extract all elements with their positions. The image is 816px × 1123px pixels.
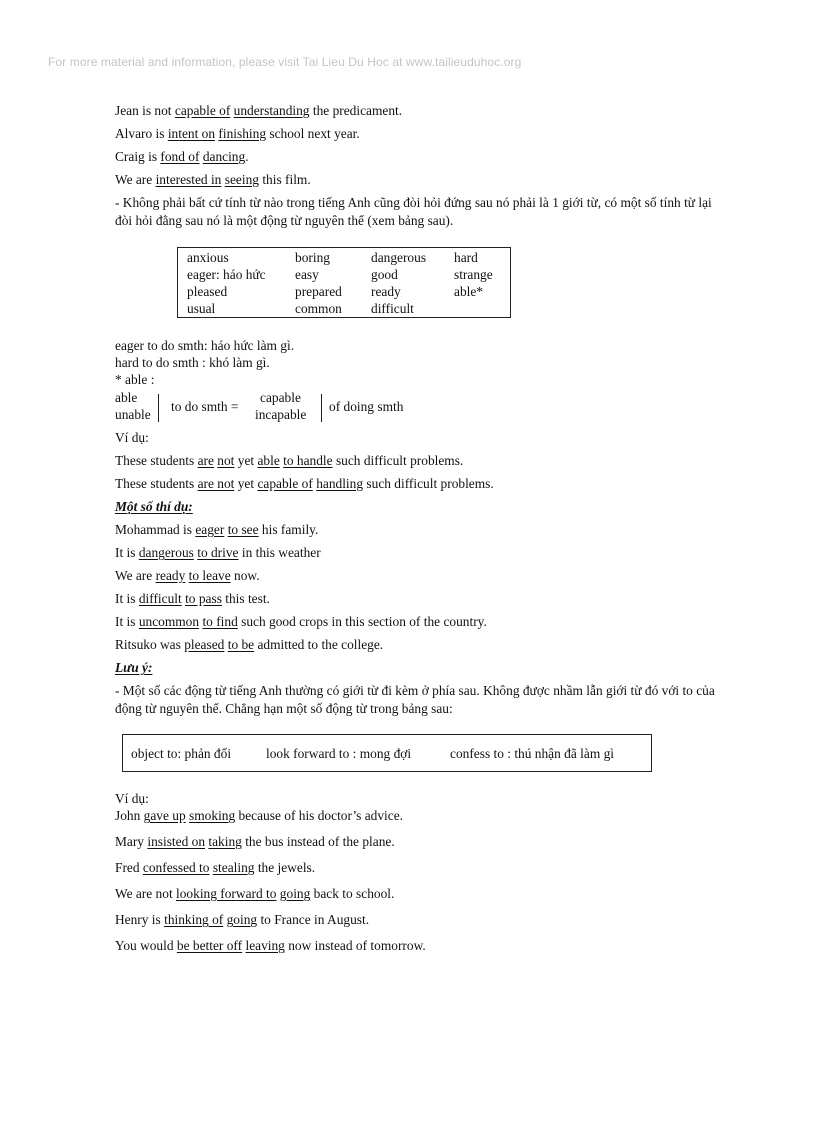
text-segment: It is [115, 614, 139, 629]
underlined-phrase: uncommon [138, 614, 200, 629]
formula-bracket [321, 394, 322, 422]
text-segment: Alvaro is [115, 126, 168, 141]
table-cell: hard [454, 250, 478, 265]
text-segment: because of his doctor’s advice. [235, 808, 404, 823]
text-segment: the predicament. [309, 103, 403, 118]
text-segment: Mohammad is [115, 522, 196, 537]
underlined-phrase: dancing [202, 149, 246, 164]
example-line [115, 126, 360, 142]
text-segment: Henry is [115, 912, 165, 927]
text-segment: admitted to the college. [254, 637, 384, 652]
formula-bracket [158, 394, 159, 422]
example-line [115, 637, 383, 653]
example-line [115, 476, 494, 492]
text-segment: such difficult problems. [332, 453, 464, 468]
example-line [115, 614, 487, 630]
example-line [115, 172, 311, 188]
underlined-phrase: intent on [167, 126, 216, 141]
text-segment: Craig is [115, 149, 161, 164]
underlined-phrase: be better off [176, 938, 243, 953]
underlined-phrase: stealing [212, 860, 255, 875]
example-line [115, 808, 403, 824]
table-cell: confess to : thú nhận đã làm gì [450, 746, 615, 761]
verb-table [122, 734, 652, 772]
table-cell: object to: phản đối [131, 746, 232, 761]
underlined-phrase: are [197, 453, 214, 468]
example-line [115, 545, 321, 561]
text-segment: such difficult problems. [363, 476, 494, 491]
underlined-phrase: thinking of [164, 912, 224, 927]
example-line [115, 522, 318, 538]
underlined-phrase: able [257, 453, 280, 468]
example-line [115, 886, 394, 902]
underlined-phrase: looking forward to [176, 886, 277, 901]
formula-capable: capable [260, 390, 301, 405]
text-segment: this film. [258, 172, 311, 187]
formula-incapable: incapable [255, 407, 307, 422]
example-line [115, 149, 249, 165]
underlined-phrase: to see [227, 522, 259, 537]
formula-end: of doing smth [329, 399, 404, 414]
table-cell: strange [454, 267, 493, 282]
adjective-table [177, 247, 511, 318]
table-cell: anxious [187, 250, 229, 265]
underlined-phrase: capable of [174, 103, 231, 118]
text-segment: Jean is not [115, 103, 175, 118]
formula-able: able [115, 390, 138, 405]
text-segment: Ritsuko was [115, 637, 185, 652]
underlined-phrase: not [217, 453, 235, 468]
table-cell: look forward to : mong đợi [266, 746, 412, 761]
text-segment: the jewels. [254, 860, 316, 875]
text-segment: this test. [221, 591, 270, 606]
table-cell: boring [295, 250, 330, 265]
example-line [115, 453, 463, 469]
underlined-phrase: to drive [197, 545, 239, 560]
underlined-phrase: fond of [160, 149, 200, 164]
underlined-phrase: finishing [218, 126, 267, 141]
underlined-phrase: taking [208, 834, 242, 849]
underlined-phrase: to find [202, 614, 238, 629]
text-segment: school next year. [266, 126, 360, 141]
text-segment: now instead of tomorrow. [284, 938, 426, 953]
underlined-phrase: are not [197, 476, 235, 491]
text-segment: yet [234, 453, 258, 468]
underlined-phrase: ready [155, 568, 186, 583]
text-segment: . [245, 149, 249, 164]
note-paragraph: - Không phải bất cứ tính từ nào trong tiếng Anh cũng đòi hỏi đứng sau nó phải là 1 giới từ, có một số tính từ lại đòi hỏi đằng sau nó là một động từ nguyên thể (xem bảng sau). [115, 195, 712, 228]
text-segment: Mary [115, 834, 148, 849]
section-heading: Lưu ý: [115, 660, 153, 675]
text-segment: the bus instead of the plane. [241, 834, 395, 849]
example-line [115, 834, 395, 850]
text-segment: It is [115, 545, 139, 560]
table-cell: ready [371, 284, 401, 299]
note-paragraph: - Một số các động từ tiếng Anh thường có giới từ đi kèm ở phía sau. Không được nhầm lẫn giới từ đó với to của động từ nguyên thể. Chẳng hạn một số động từ trong bảng sau: [115, 683, 715, 716]
text-segment: These students [115, 476, 198, 491]
underlined-phrase: leaving [245, 938, 285, 953]
underlined-phrase: going [279, 886, 311, 901]
vi-du-label: Ví dụ: [115, 791, 149, 806]
text-segment: to France in August. [257, 912, 370, 927]
text-segment: Fred [115, 860, 143, 875]
example-line [115, 103, 402, 119]
example-line [115, 912, 369, 928]
example-line [115, 568, 260, 584]
table-cell: difficult [371, 301, 414, 316]
underlined-phrase: interested in [155, 172, 222, 187]
underlined-phrase: capable of [257, 476, 313, 491]
formula-middle: to do smth = [171, 399, 239, 414]
watermark: For more material and information, please visit Tai Lieu Du Hoc at www.tailieuduhoc.org [48, 55, 522, 69]
note-eager: eager to do smth: háo hức làm gì. [115, 338, 295, 353]
underlined-phrase: insisted on [147, 834, 206, 849]
underlined-phrase: eager [195, 522, 225, 537]
underlined-phrase: to pass [185, 591, 222, 606]
table-cell: usual [187, 301, 216, 316]
text-segment: back to school. [310, 886, 395, 901]
text-segment: John [115, 808, 144, 823]
text-segment: such good crops in this section of the country. [237, 614, 487, 629]
underlined-phrase: confessed to [142, 860, 210, 875]
text-segment: yet [234, 476, 258, 491]
formula-unable: unable [115, 407, 151, 422]
note-able: * able : [115, 372, 155, 387]
example-line [115, 591, 270, 607]
text-segment: We are not [115, 886, 177, 901]
text-segment: It is [115, 591, 139, 606]
underlined-phrase: handling [316, 476, 364, 491]
table-cell: pleased [187, 284, 228, 299]
text-segment: We are [115, 172, 156, 187]
table-cell: dangerous [371, 250, 427, 265]
table-cell: prepared [295, 284, 342, 299]
text-segment: his family. [258, 522, 319, 537]
table-cell: common [295, 301, 342, 316]
underlined-phrase: dangerous [138, 545, 194, 560]
section-heading: Một số thí dụ: [115, 499, 193, 514]
text-segment: We are [115, 568, 156, 583]
table-cell: able* [454, 284, 483, 299]
text-segment: in this weather [238, 545, 321, 560]
underlined-phrase: difficult [138, 591, 182, 606]
underlined-phrase: smoking [189, 808, 236, 823]
table-cell: good [371, 267, 398, 282]
example-line [115, 938, 426, 954]
underlined-phrase: gave up [143, 808, 186, 823]
text-segment: You would [115, 938, 177, 953]
underlined-phrase: to handle [283, 453, 333, 468]
underlined-phrase: to be [227, 637, 255, 652]
vi-du-label: Ví dụ: [115, 430, 149, 445]
underlined-phrase: to leave [188, 568, 231, 583]
underlined-phrase: seeing [224, 172, 259, 187]
note-hard: hard to do smth : khó làm gì. [115, 355, 270, 370]
underlined-phrase: pleased [184, 637, 225, 652]
table-cell: eager: háo hức [187, 267, 266, 282]
table-cell: easy [295, 267, 319, 282]
text-segment: now. [230, 568, 260, 583]
example-line [115, 860, 315, 876]
underlined-phrase: understanding [233, 103, 310, 118]
underlined-phrase: going [226, 912, 258, 927]
text-segment: These students [115, 453, 198, 468]
